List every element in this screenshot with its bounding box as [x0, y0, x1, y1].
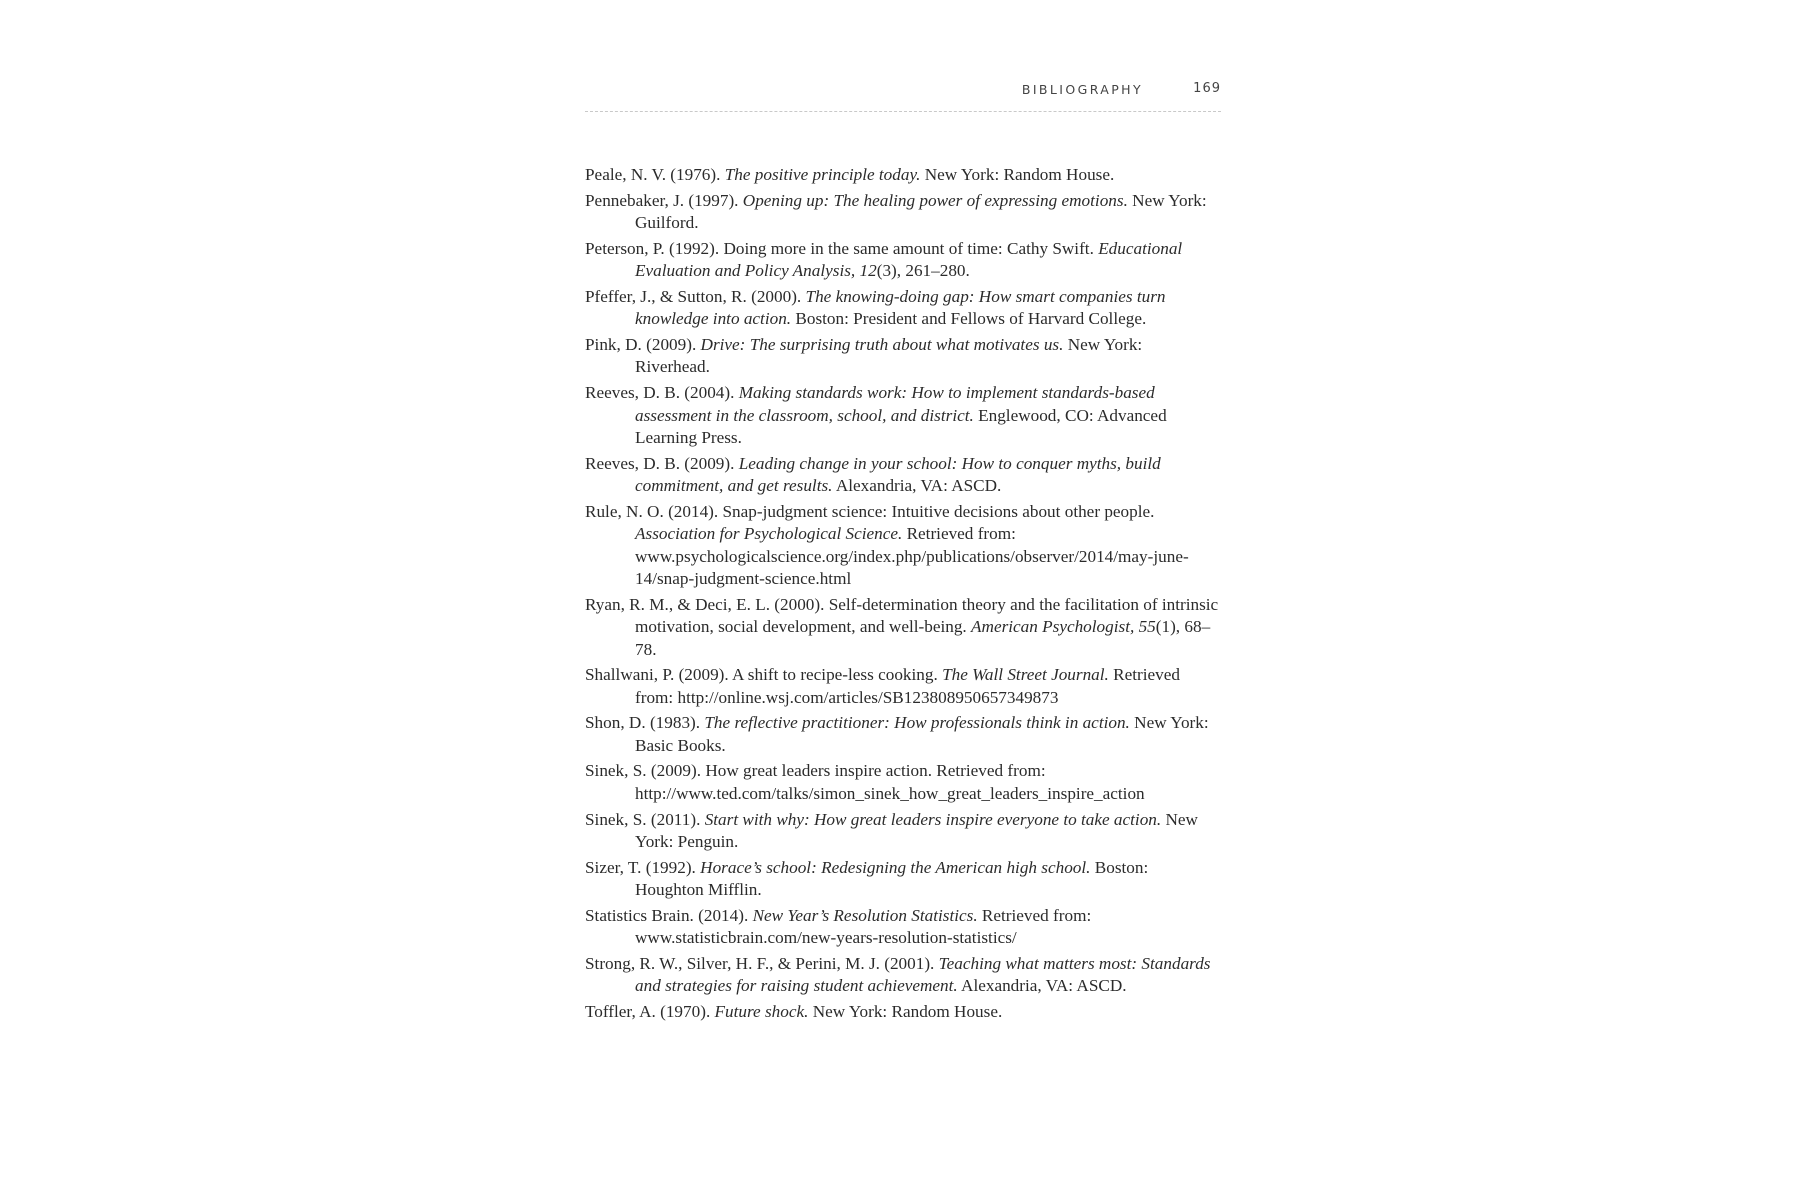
entry-title: Opening up: The healing power of expressing emotions. — [742, 190, 1128, 210]
entry-text: Strong, R. W., Silver, H. F., & Perini, M. J. (2001). — [585, 953, 939, 973]
entry-text: (3), 261–280. — [876, 261, 970, 281]
entry-title: The Wall Street Journal. — [942, 665, 1109, 685]
bibliography-entry — [585, 760, 1221, 805]
entry-title: The reflective practitioner: How professionals think in action. — [704, 713, 1130, 733]
entry-text: Retrieved from: www.psychologicalscience.org/index.php/publications/observer/2014/may-june-14/snap-judgment-science.html — [635, 524, 1189, 588]
entry-title: Drive: The surprising truth about what motivates us. — [700, 335, 1064, 355]
entry-text: Reeves, D. B. (2009). — [585, 453, 739, 473]
entry-title: The knowing-doing gap: How smart companies turn knowledge into action. — [635, 286, 1166, 329]
section-title: BIBLIOGRAPHY — [1021, 82, 1143, 97]
entry-text: Peterson, P. (1992). Doing more in the same amount of time: Cathy Swift. — [585, 238, 1099, 258]
entry-text: Pennebaker, J. (1997). — [585, 190, 743, 210]
entry-text: Reeves, D. B. (2004). — [585, 383, 739, 403]
entry-title: Horace’s school: Redesigning the American high school. — [700, 857, 1091, 877]
bibliography-list — [585, 164, 1221, 1027]
entry-text: Shon, D. (1983). — [585, 713, 705, 733]
bibliography-entry — [585, 453, 1221, 498]
entry-text: New York: Penguin. — [635, 809, 1198, 851]
entry-text: Boston: Houghton Mifflin. — [635, 857, 1149, 900]
bibliography-entry — [585, 164, 1221, 186]
entry-text: Sizer, T. (1992). — [585, 857, 701, 877]
entry-text: Peale, N. V. (1976). — [585, 165, 725, 184]
running-head — [585, 70, 1221, 112]
entry-title: Future shock. — [714, 1001, 809, 1021]
bibliography-entry — [585, 594, 1221, 661]
bibliography-entry — [585, 712, 1221, 757]
entry-text: Englewood, CO: Advanced Learning Press. — [635, 405, 1167, 447]
entry-title: New Year’s Resolution Statistics. — [752, 905, 978, 925]
entry-text: Alexandria, VA: ASCD. — [832, 476, 1002, 496]
entry-text: New York: Guilford. — [635, 190, 1207, 233]
bibliography-entry — [585, 286, 1221, 331]
bibliography-entry — [585, 905, 1221, 950]
bibliography-entry — [585, 190, 1221, 235]
entry-text: Alexandria, VA: ASCD. — [957, 976, 1127, 996]
bibliography-entry — [585, 501, 1221, 591]
entry-title: Start with why: How great leaders inspire everyone to take action. — [704, 809, 1162, 829]
entry-text: Ryan, R. M., & Deci, E. L. (2000). Self-determination theory and the facilitation of intrinsic motivation, social development, and well-being. — [585, 594, 1219, 637]
entry-text: (1), 68–78. — [635, 617, 1211, 659]
entry-text: Boston: President and Fellows of Harvard College. — [791, 309, 1147, 329]
entry-text: New York: Random House. — [920, 165, 1115, 184]
entry-text: Statistics Brain. (2014). — [585, 905, 753, 925]
entry-text: New York: Random House. — [808, 1001, 1003, 1021]
entry-title: Teaching what matters most: Standards and strategies for raising student achievement. — [635, 953, 1211, 996]
bibliography-entry — [585, 1001, 1221, 1023]
entry-text: Retrieved from: www.statisticbrain.com/new-years-resolution-statistics/ — [635, 905, 1092, 948]
bibliography-entry — [585, 953, 1221, 998]
bibliography-entry — [585, 809, 1221, 854]
entry-text: Pfeffer, J., & Sutton, R. (2000). — [585, 286, 806, 306]
entry-text: Sinek, S. (2009). How great leaders inspire action. Retrieved from: http://www.ted.com/talks/simon_sinek_how_great_leaders_inspire_action — [585, 761, 1145, 803]
entry-text: Toffler, A. (1970). — [585, 1001, 715, 1021]
entry-text: Shallwani, P. (2009). A shift to recipe-less cooking. — [585, 665, 943, 685]
entry-text: New York: Riverhead. — [635, 335, 1143, 377]
bibliography-entry — [585, 334, 1221, 379]
entry-text: Sinek, S. (2011). — [585, 809, 705, 829]
entry-title: American Psychologist, 55 — [971, 617, 1156, 637]
entry-text: Pink, D. (2009). — [585, 335, 701, 355]
bibliography-entry — [585, 857, 1221, 902]
bibliography-entry — [585, 382, 1221, 449]
entry-title: Leading change in your school: How to conquer myths, build commitment, and get results. — [635, 453, 1161, 496]
entry-title: Educational Evaluation and Policy Analysis, 12 — [635, 238, 1183, 281]
entry-title: Making standards work: How to implement standards-based assessment in the classroom, school, and district. — [635, 383, 1155, 425]
bibliography-entry — [585, 664, 1221, 709]
entry-text: Retrieved from: http://online.wsj.com/articles/SB123808950657349873 — [635, 665, 1180, 707]
entry-text: New York: Basic Books. — [635, 713, 1209, 755]
page-number: 169 — [1193, 81, 1221, 96]
entry-text: Rule, N. O. (2014). Snap-judgment science: Intuitive decisions about other people. — [585, 501, 1155, 521]
bibliography-entry — [585, 238, 1221, 283]
entry-title: The positive principle today. — [724, 165, 921, 184]
entry-title: Association for Psychological Science. — [635, 524, 903, 544]
